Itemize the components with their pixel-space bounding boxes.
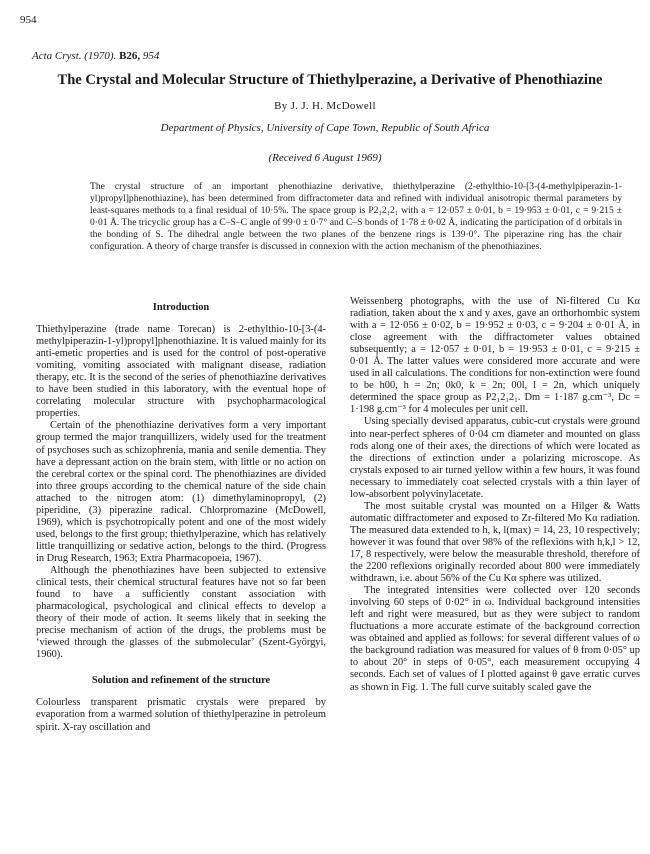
received-date: (Received 6 August 1969): [268, 152, 382, 164]
abstract: The crystal structure of an important phenothiazine derivative, thiethylperazine (2-ethylthio-10-[3-(4-methylpiperazin-1-yl)propyl]phenothiazine), has been determined from diffractometer data and refined with individual anisotropic thermal parameters by least-squares methods to a final residual of 10·5%. The space group is P2₁2₁2₁ with a = 12·057 ± 0·01, b = 19·953 ± 0·01, c = 9·215 ± 0·01 Å. The tricyclic group has a C–S–C angle of 99·0 ± 0·7° and C–S bonds of 1·78 ± 0·02 Å, indicating the participation of d orbitals in the bonding of S. The dihedral angle between the two planes of the benzene rings is 139·0°. The piperazine ring has the chair configuration. A theory of charge transfer is discussed in connexion with the action mechanism of the phenothiazines.: [90, 181, 622, 252]
journal-reference: [32, 50, 159, 62]
journal-volume: B26,: [119, 50, 141, 62]
solution-heading: Solution and refinement of the structure: [91, 675, 271, 687]
solution-paragraph-1: Colourless transparent prismatic crystals were prepared by evaporation from a warmed solution of thiethylperazine in petroleum spirit. X-ray oscillation and: [36, 697, 326, 733]
journal-name: Acta Cryst.: [32, 50, 82, 62]
page-number: 954: [20, 14, 37, 26]
author-byline: By J. J. H. McDowell: [274, 100, 376, 112]
journal-year: (1970).: [84, 50, 117, 62]
intro-paragraph-3: Although the phenothiazines have been subjected to extensive clinical tests, their chemical structural features have not so far been found to have a sufficiently constant association with pharmacological, psychological and clinical effects to develop a theory of their mode of action. It seems likely that in seeking the precise mechanism of action of the drugs, the problems must be ‘viewed through the glasses of the submolecular’ (Szent-Györgyi, 1960).: [36, 564, 326, 661]
intro-paragraph-2: Certain of the phenothiazine derivatives form a very important group termed the major tranquillizers, widely used for the treatment of psychoses such as schizophrenia, mania and senile dementia. They have a depressant action on the brain stem, with little or no action on the cerebral cortex or the spinal cord. The phenothiazines are divided into three groups according to the chemical nature of the side chain attached to the nitrogen atom: (1) dimethylaminopropyl, (2) piperidine, (3) piperazine radical. Chlorpromazine (McDowell, 1969), which is psychotropically potent and one of the most widely used, belongs to the first group; thiethylperazine, which has relatively little tranquillizing or sedative action, belongs to the third. (Progress in Drug Research, 1963; Extra Pharmacopoeia, 1967).: [36, 420, 326, 564]
right-paragraph-2: Using specially devised apparatus, cubic-cut crystals were ground into near-perfect spheres of 0·04 cm diameter and mounted on glass rods along one of their axes, the directions of which were located as the directions of extinction under a polarizing microscope. As crystals exposed to air turned yellow within a few hours, it was found necessary to immediately coat selected crystals with a thin layer of low-absorbent polyvinylacetate.: [350, 416, 640, 500]
intro-paragraph-1: Thiethylperazine (trade name Torecan) is 2-ethylthio-10-[3-(4-methylpiperazin-1-yl)propyl]phenothiazine. It is valued mainly for its anti-emetic properties and is used for the control of post-operative vomiting, vomiting associated with malignant disease, radiation therapy, etc. It is the second of the series of phenothiazine derivatives to have been studied in this laboratory, with the eventual hope of correlating molecular structure with psychopharmacological properties.: [36, 324, 326, 420]
right-paragraph-4: The integrated intensities were collected over 120 seconds involving 60 steps of 0·02° in ω. Individual background intensities left and right were measured, but as they were subject to random fluctuations a more accurate estimate of the background correction was obtained and applied as follows: for several different values of ω the background radiation was measured for values of θ from 0·05° up to about 20° in steps of 0·05°, each measurement occupying 4 seconds. Each set of values of I plotted against θ gave erratic curves as shown in Fig. 1. The full curve suitably scaled gave the: [350, 585, 640, 693]
introduction-heading: Introduction: [152, 302, 210, 313]
right-paragraph-3: The most suitable crystal was mounted on a Hilger & Watts automatic diffractometer and exposed to Zr-filtered Mo Kα radiation. The measured data extended to h, k, l(max) = 14, 23, 10 respectively; however it was found that over 98% of the reflexions with h,k,l > 12, 17, 8 respectively, were below the measurable threshold, therefore of the 2200 reflexions originally recorded about 800 were immediately withdrawn, i.e. about 56% of the Cu Kα sphere was utilized.: [350, 500, 640, 585]
left-column: [36, 296, 326, 734]
article-title: The Crystal and Molecular Structure of Thiethylperazine, a Derivative of Phenothiazine: [57, 72, 603, 88]
right-paragraph-1: Weissenberg photographs, with the use of Ni-filtered Cu Kα radiation, taken about the x and y axes, gave an orthorhombic system with a = 12·056 ± 0·02, b = 19·952 ± 0·03, c = 9·204 ± 0·01 Å, in close agreement with the diffractometer values obtained subsequently; a = 12·057 ± 0·01, b = 19·953 ± 0·01, c = 9·215 ± 0·01 Å. The latter values were considered more accurate and were used in all calculations. The conditions for non-extinction were found to be h00, h = 2n; 0k0, k = 2n; 00l, l = 2n, which uniquely determined the space group as P2₁2₁2₁. Dm = 1·187 g.cm⁻³, Dc = 1·198 g.cm⁻³ for 4 molecules per unit cell.: [350, 296, 640, 416]
author-affiliation: Department of Physics, University of Cape Town, Republic of South Africa: [160, 122, 490, 134]
journal-page: 954: [142, 50, 160, 62]
right-column: [350, 296, 640, 694]
